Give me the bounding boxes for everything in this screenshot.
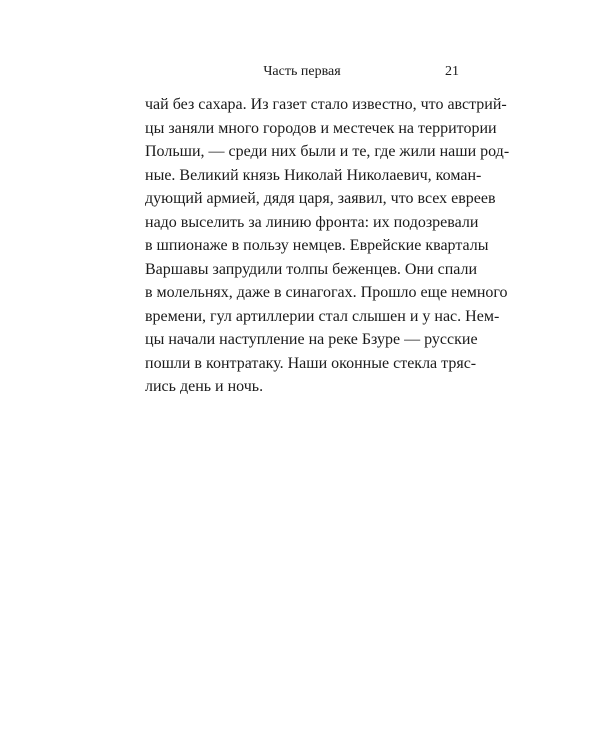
page-number: 21 (445, 64, 459, 79)
text-line: надо выселить за линию фронта: их подозревали (145, 213, 479, 231)
text-line: Варшавы запрудили толпы беженцев. Они спали (145, 260, 478, 278)
body-text (145, 93, 510, 399)
text-line: ные. Великий князь Николай Николаевич, коман- (145, 166, 482, 184)
text-line: дующий армией, дядя царя, заявил, что всех евреев (145, 190, 496, 207)
text-line: лись день и ночь. (145, 378, 264, 395)
text-line: цы начали наступление на реке Бзуре — русские (145, 331, 478, 348)
text-line: пошли в контратаку. Наши оконные стекла тряс- (145, 354, 477, 372)
text-line: чай без сахара. Из газет стало известно, что австрий- (145, 96, 507, 113)
running-title: Часть первая (263, 64, 341, 79)
running-head (145, 62, 459, 82)
text-line: Польши, — среди них были и те, где жили наши род- (145, 143, 510, 160)
text-line: в молельнях, даже в синагогах. Прошло еще немного (145, 284, 508, 301)
text-line: времени, гул артиллерии стал слышен и у нас. Нем- (145, 307, 500, 325)
text-line: цы заняли много городов и местечек на территории (145, 119, 497, 137)
text-line: в шпионаже в пользу немцев. Еврейские кварталы (145, 237, 489, 254)
